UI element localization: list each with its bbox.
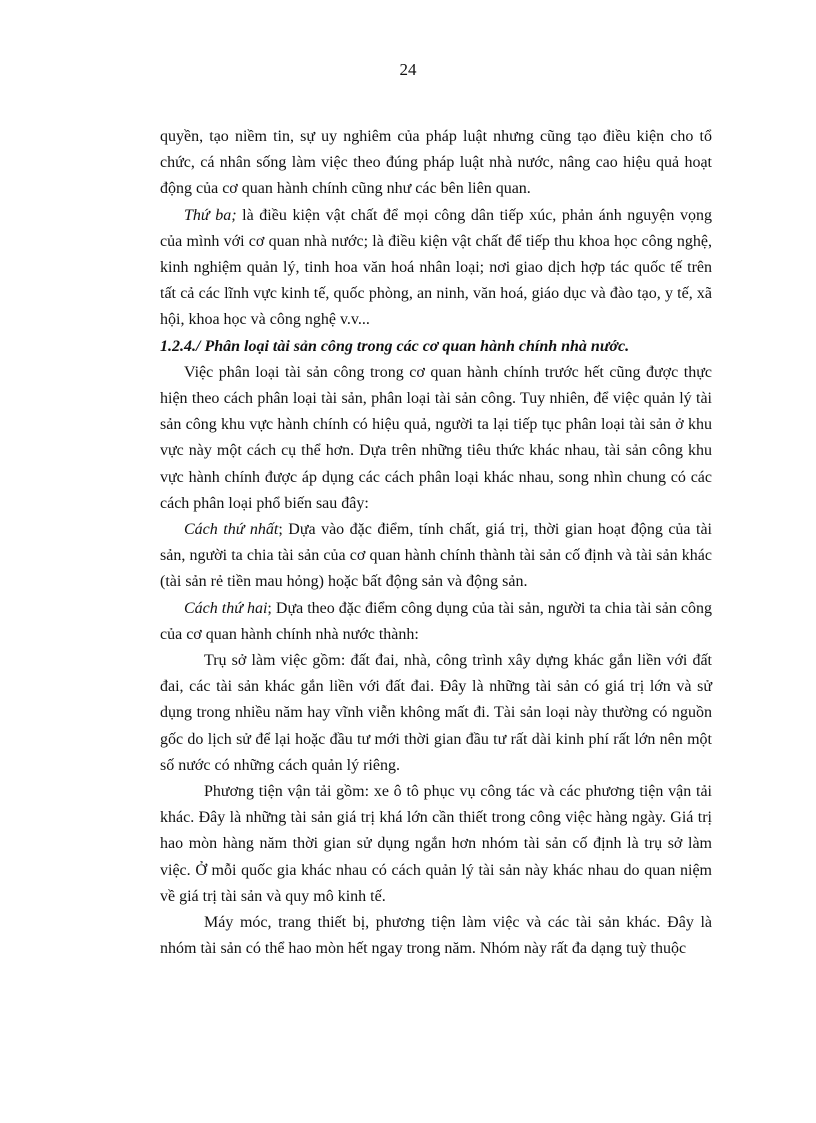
paragraph-phuong-tien: Phương tiện vận tải gồm: xe ô tô phục vụ công tác và các phương tiện vận tải khác. Đây là những tài sản giá trị khá lớn cần thiết trong công việc hàng ngày. Giá trị hao mòn hàng năm thời gian sử dụng ngắn hơn nhóm tài sản cố định là trụ sở làm việc. Ở mỗi quốc gia khác nhau có cách quản lý tài sản này khác nhau do quan niệm về giá trị tài sản và quy mô kinh tế. (160, 783, 712, 905)
paragraph-cach-thu-nhat (160, 517, 712, 596)
paragraph-tru-so: Trụ sở làm việc gồm: đất đai, nhà, công trình xây dựng khác gắn liền với đất đai, các tài sản khác gắn liền với đất đai. Đây là những tài sản có giá trị lớn và sử dụng trong nhiều năm hay vĩnh viễn không mất đi. Tài sản loại này thường có nguồn gốc do lịch sử để lại hoặc đầu tư mới thời gian đầu tư rất dài kinh phí rất lớn nên một số nước có những cách quản lý riêng. (160, 652, 712, 774)
paragraph-text: ; Dựa theo đặc điểm công dụng của tài sản, người ta chia tài sản công của cơ quan hành chính nhà nước thành: (160, 599, 712, 643)
paragraph-thu-ba (160, 203, 712, 334)
paragraph-continuation: quyền, tạo niềm tin, sự uy nghiêm của pháp luật nhưng cũng tạo điều kiện cho tổ chức, cá nhân sống làm việc theo đúng pháp luật nhà nước, nâng cao hiệu quả hoạt động của cơ quan hành chính cũng như các bên liên quan. (160, 128, 712, 198)
paragraph-text: ; Dựa vào đặc điểm, tính chất, giá trị, thời gian hoạt động của tài sản, người ta chia tài sản của cơ quan hành chính thành tài sản cố định và tài sản khác (tài sản rẻ tiền mau hỏng) hoặc bất động sản và động sản. (160, 521, 713, 591)
paragraph-cach-thu-hai (160, 596, 712, 648)
paragraph-lead-in: Thứ ba; (184, 206, 237, 224)
page-number: 24 (399, 60, 417, 79)
paragraph-may-moc: Máy móc, trang thiết bị, phương tiện làm việc và các tài sản khác. Đây là nhóm tài sản có thể hao mòn hết ngay trong năm. Nhóm này rất đa dạng tuỳ thuộc (160, 914, 712, 958)
paragraph-lead-in: Cách thứ nhất (184, 521, 279, 539)
paragraph-lead-in: Cách thứ hai (184, 599, 268, 617)
section-heading: 1.2.4./ Phân loại tài sản công trong các cơ quan hành chính nhà nước. (160, 337, 630, 355)
paragraph-text: là điều kiện vật chất để mọi công dân tiếp xúc, phản ánh nguyện vọng của mình với cơ quan nhà nước; là điều kiện vật chất để tiếp thu khoa học công nghệ, kinh nghiệm quản lý, tinh hoa văn hoá nhân loại; nơi giao dịch hợp tác quốc tế trên tất cả các lĩnh vực kinh tế, quốc phòng, an ninh, văn hoá, giáo dục và đào tạo, y tế, xã hội, khoa học và công nghệ v.v... (160, 206, 713, 329)
paragraph-classification-intro: Việc phân loại tài sản công trong cơ quan hành chính trước hết cũng được thực hiện theo cách phân loại tài sản, phân loại tài sản công. Tuy nhiên, để việc quản lý tài sản công khu vực hành chính có hiệu quả, người ta lại tiếp tục phân loại tài sản ở khu vực này một cách cụ thể hơn. Dựa trên những tiêu thức khác nhau, tài sản công khu vực hành chính được áp dụng các cách phân loại khác nhau, song nhìn chung có các cách phân loại phổ biến sau đây: (160, 363, 712, 512)
document-body (160, 124, 712, 963)
